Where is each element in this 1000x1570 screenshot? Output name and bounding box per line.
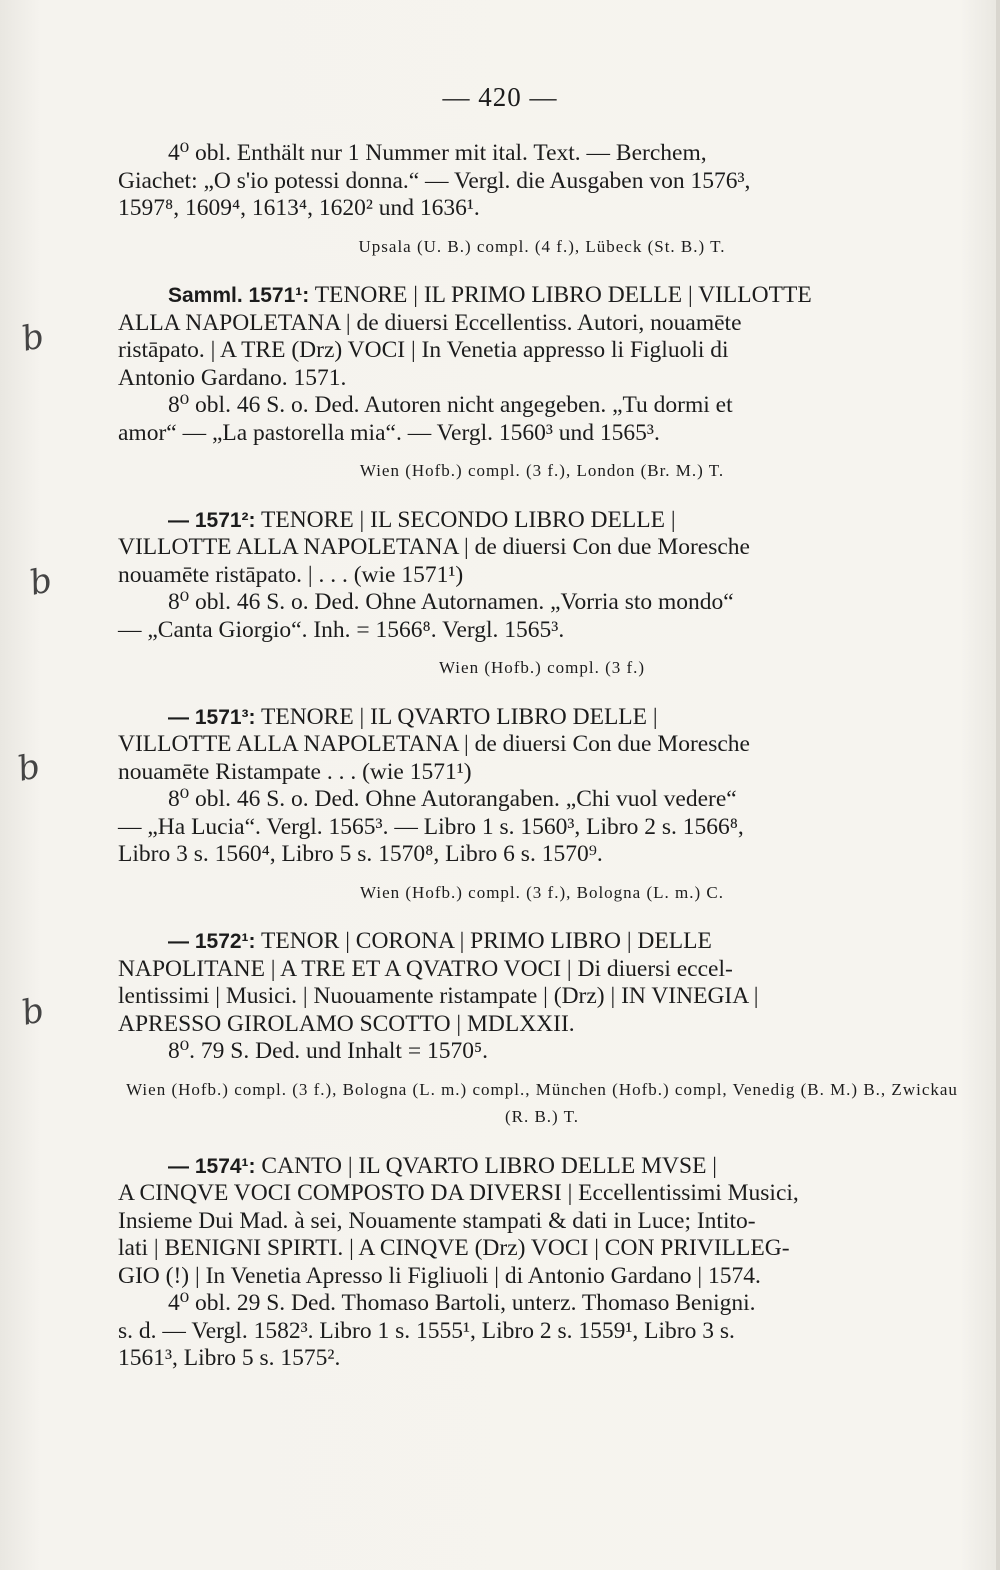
entry-text xyxy=(118,282,966,447)
text-line xyxy=(118,928,966,956)
catalog-entry xyxy=(118,928,966,1131)
entry-title: TENORE | IL QVARTO LIBRO DELLE | xyxy=(261,703,658,730)
entry-reference: — 1571²: xyxy=(168,508,256,532)
text-line: VILLOTTE ALLA NAPOLETANA | de diuersi Con due Moresche xyxy=(118,534,750,560)
margin-mark-1: b xyxy=(18,316,48,360)
text-line: NAPOLITANE | A TRE ET A QVATRO VOCI | Di diuersi eccel- xyxy=(118,955,733,982)
entry-reference: Samml. 1571¹: xyxy=(168,284,310,307)
text-line: Giachet: „O s'io potessi donna.“ — Vergl. die Ausgaben von 1576³, xyxy=(118,167,751,194)
page-number: — 420 — xyxy=(442,82,558,112)
entry-reference: — 1572¹: xyxy=(168,930,256,953)
library-location: Wien (Hofb.) compl. (3 f.), London (Br. M.) T. xyxy=(359,461,725,480)
text-line: nouamēte ristāpato. | . . . (wie 1571¹) xyxy=(118,561,464,588)
text-line: lati | BENIGNI SPIRTI. | A CINQVE (Drz) VOCI | CON PRIVILLEG- xyxy=(118,1235,790,1261)
text-line: s. d. — Vergl. 1582³. Libro 1 s. 1555¹, Libro 2 s. 1559¹, Libro 3 s. xyxy=(118,1317,735,1344)
text-line: — „Canta Giorgio“. Inh. = 1566⁸. Vergl. 1565³. xyxy=(118,616,565,643)
margin-mark-4: b xyxy=(18,990,48,1034)
catalog-entry xyxy=(118,282,966,485)
text-line: 1597⁸, 1609⁴, 1613⁴, 1620² und 1636¹. xyxy=(118,195,480,221)
text-line: 8⁰ obl. 46 S. o. Ded. Autoren nicht angegeben. „Tu dormi et xyxy=(168,392,733,418)
text-line: nouamēte Ristampate . . . (wie 1571¹) xyxy=(118,758,472,785)
text-line: A CINQVE VOCI COMPOSTO DA DIVERSI | Eccellentissimi Musici, xyxy=(118,1180,799,1206)
text-line: 8⁰ obl. 46 S. o. Ded. Ohne Autornamen. „Vorria sto mondo“ xyxy=(168,589,734,615)
text-line: ALLA NAPOLETANA | de diuersi Eccellentiss. Autori, nouamēte xyxy=(118,309,742,336)
text-line: Insieme Dui Mad. à sei, Nouamente stampati & dati in Luce; Intito- xyxy=(118,1207,756,1234)
library-location: Wien (Hofb.) compl. (3 f.) xyxy=(438,658,646,677)
entry-title: TENOR | CORONA | PRIMO LIBRO | DELLE xyxy=(261,928,712,954)
library-location: Wien (Hofb.) compl. (3 f.), Bologna (L. m.) compl., München (Hofb.) compl, Venedig (B. M.) B., Zwickau (R. B.) T. xyxy=(126,1079,958,1126)
entry-title: TENORE | IL PRIMO LIBRO DELLE | VILLOTTE xyxy=(314,282,812,308)
text-line xyxy=(118,1153,966,1181)
catalog-entry xyxy=(118,1153,966,1373)
library-location: Upsala (U. B.) compl. (4 f.), Lübeck (St. B.) T. xyxy=(358,236,726,256)
text-line: 4⁰ obl. 29 S. Ded. Thomaso Bartoli, unterz. Thomaso Benigni. xyxy=(168,1290,756,1316)
catalog-entry xyxy=(118,507,966,682)
margin-mark-2: b xyxy=(26,560,56,604)
entry-text xyxy=(118,928,966,1066)
text-line: 8⁰. 79 S. Ded. und Inhalt = 1570⁵. xyxy=(168,1038,489,1064)
text-line: GIO (!) | In Venetia Apresso li Figliuoli | di Antonio Gardano | 1574. xyxy=(118,1262,761,1289)
text-line: ristāpato. | A TRE (Drz) VOCI | In Venetia appresso li Figluoli di xyxy=(118,337,729,363)
entry-text xyxy=(118,507,966,645)
text-line: APRESSO GIROLAMO SCOTTO | MDLXXII. xyxy=(118,1010,575,1037)
entry-title: CANTO | IL QVARTO LIBRO DELLE MVSE | xyxy=(261,1152,718,1179)
library-location: Wien (Hofb.) compl. (3 f.), Bologna (L. m.) C. xyxy=(360,882,724,902)
text-line: 4⁰ obl. Enthält nur 1 Nummer mit ital. Text. — Berchem, xyxy=(168,140,707,166)
text-line: 8⁰ obl. 46 S. o. Ded. Ohne Autorangaben. „Chi vuol vedere“ xyxy=(168,786,737,812)
margin-mark-3: b xyxy=(14,746,44,790)
text-line: 1561³, Libro 5 s. 1575². xyxy=(118,1345,341,1371)
catalog-entry xyxy=(118,140,966,260)
text-line xyxy=(118,507,966,535)
text-line: lentissimi | Musici. | Nuouamente ristampate | (Drz) | IN VINEGIA | xyxy=(118,983,759,1009)
text-line: VILLOTTE ALLA NAPOLETANA | de diuersi Con due Moresche xyxy=(118,731,750,757)
text-line: — „Ha Lucia“. Vergl. 1565³. — Libro 1 s. 1560³, Libro 2 s. 1566⁸, xyxy=(118,813,744,840)
entry-reference: — 1574¹: xyxy=(168,1154,256,1178)
catalog-entry xyxy=(118,704,966,907)
text-body xyxy=(118,140,966,1373)
entry-text xyxy=(118,704,966,869)
entry-reference: — 1571³: xyxy=(168,705,256,729)
text-line xyxy=(118,282,966,310)
entry-title: TENORE | IL SECONDO LIBRO DELLE | xyxy=(261,506,676,533)
page-edge xyxy=(996,0,1000,1570)
entry-text xyxy=(118,1153,966,1373)
text-line xyxy=(118,704,966,732)
text-line: amor“ — „La pastorella mia“. — Vergl. 1560³ und 1565³. xyxy=(118,419,660,446)
entry-text xyxy=(118,140,966,223)
text-line: Antonio Gardano. 1571. xyxy=(118,364,347,391)
text-line: Libro 3 s. 1560⁴, Libro 5 s. 1570⁸, Libro 6 s. 1570⁹. xyxy=(118,841,603,867)
